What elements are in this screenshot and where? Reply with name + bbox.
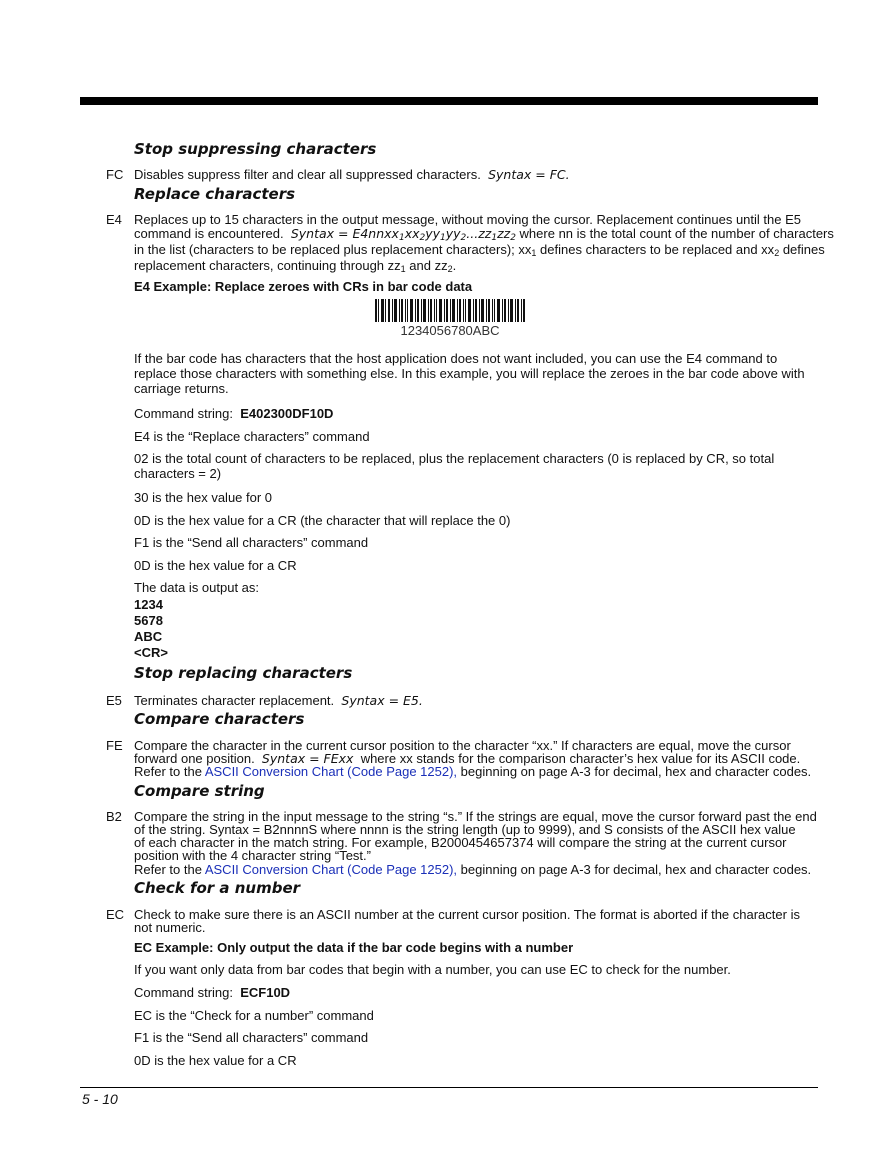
heading-check-number: Check for a number bbox=[134, 879, 301, 897]
e4-command-string: Command string: E402300DF10D bbox=[134, 406, 334, 421]
b2-refer: Refer to the ASCII Conversion Chart (Code Page 1252), beginning on page A-3 for decimal, hex and character codes. bbox=[134, 862, 812, 877]
command-code-e4: E4 bbox=[106, 212, 122, 227]
fe-line-1: Compare the character in the current cursor position to the character “xx.” If characters are equal, move the cursor bbox=[134, 738, 791, 753]
output-line-4: <CR> bbox=[134, 645, 168, 660]
heading-compare-characters: Compare characters bbox=[134, 710, 305, 728]
e4-explain-2: 02 is the total count of characters to be replaced, plus the replacement characters (0 is replaced by CR, so total characters = 2) bbox=[134, 451, 775, 481]
ascii-chart-link[interactable]: ASCII Conversion Chart (Code Page 1252), bbox=[204, 764, 458, 779]
e4-explain-4: 0D is the hex value for a CR (the character that will replace the 0) bbox=[134, 513, 511, 528]
command-code-fc: FC bbox=[106, 167, 124, 182]
footer-rule bbox=[80, 1087, 818, 1088]
fe-line-2: forward one position. Syntax = FExx where xx stands for the comparison character’s hex value for its ASCII code. bbox=[134, 751, 801, 766]
barcode-image bbox=[375, 299, 525, 322]
ec-example-title: EC Example: Only output the data if the bar code begins with a number bbox=[134, 940, 574, 955]
fe-refer: Refer to the ASCII Conversion Chart (Code Page 1252), beginning on page A-3 for decimal, hex and character codes. bbox=[134, 764, 812, 779]
ec-line-1: Check to make sure there is an ASCII number at the current cursor position. The format is aborted if the character is bbox=[134, 907, 800, 922]
heading-replace-characters: Replace characters bbox=[134, 185, 296, 203]
fc-syntax: Syntax = FC. bbox=[488, 167, 570, 182]
output-line-1: 1234 bbox=[134, 597, 163, 612]
e4-explain-6: 0D is the hex value for a CR bbox=[134, 558, 297, 573]
heading-stop-replacing: Stop replacing characters bbox=[134, 664, 353, 682]
e5-syntax: Syntax = E5. bbox=[341, 693, 423, 708]
ec-explain-3: 0D is the hex value for a CR bbox=[134, 1053, 297, 1068]
command-code-b2: B2 bbox=[106, 809, 122, 824]
fc-description: Disables suppress filter and clear all suppressed characters. Syntax = FC. bbox=[134, 167, 570, 182]
e4-explain-5: F1 is the “Send all characters” command bbox=[134, 535, 369, 550]
ascii-chart-link-2[interactable]: ASCII Conversion Chart (Code Page 1252), bbox=[204, 862, 458, 877]
output-label: The data is output as: bbox=[134, 580, 260, 595]
e4-line-1: Replaces up to 15 characters in the output message, without moving the cursor. Replacement continues until the E5 bbox=[134, 212, 801, 227]
output-line-2: 5678 bbox=[134, 613, 163, 628]
b2-line-3: of each character in the match string. For example, B2000454657374 will compare the string at the current cursor bbox=[134, 835, 787, 850]
command-code-e5: E5 bbox=[106, 693, 122, 708]
command-code-fe: FE bbox=[106, 738, 123, 753]
heading-stop-suppressing: Stop suppressing characters bbox=[134, 140, 377, 158]
heading-compare-string: Compare string bbox=[134, 782, 265, 800]
ec-command-string: Command string: ECF10D bbox=[134, 985, 291, 1000]
ec-example-intro: If you want only data from bar codes that begin with a number, you can use EC to check for the number. bbox=[134, 962, 731, 977]
output-line-3: ABC bbox=[134, 629, 163, 644]
e4-explain-3: 30 is the hex value for 0 bbox=[134, 490, 273, 505]
ec-line-2: not numeric. bbox=[134, 920, 206, 935]
ec-explain-2: F1 is the “Send all characters” command bbox=[134, 1030, 369, 1045]
e5-description: Terminates character replacement. Syntax = E5. bbox=[134, 693, 423, 708]
header-rule bbox=[80, 97, 818, 105]
e4-example-title: E4 Example: Replace zeroes with CRs in bar code data bbox=[134, 279, 473, 294]
e4-line-3: in the list (characters to be replaced plus replacement characters); $xx_1$ defines characters to be replaced and $xx_2$ defines bbox=[134, 242, 825, 258]
command-code-ec: EC bbox=[106, 907, 125, 922]
e4-line-2: command is encountered. Syntax = $E4nnxx_1xx_2yy_1yy_2...zz_1zz_2$ where nn is the total count of the number of characters bbox=[134, 226, 834, 243]
b2-line-2: of the string. Syntax = B2nnnnS where nnnn is the string length (up to 9999), and S consists of the ASCII hex value bbox=[134, 822, 796, 837]
page-number: 5 - 10 bbox=[82, 1091, 118, 1107]
b2-line-1: Compare the string in the input message to the string “s.” If the strings are equal, move the cursor forward past the end bbox=[134, 809, 817, 824]
b2-line-4: position with the 4 character string “Test.” bbox=[134, 848, 371, 863]
e4-explain-1: E4 is the “Replace characters” command bbox=[134, 429, 370, 444]
ec-explain-1: EC is the “Check for a number” command bbox=[134, 1008, 374, 1023]
e4-line-4: replacement characters, continuing through $zz_1$ and $zz_2$. bbox=[134, 258, 457, 274]
e4-example-intro: If the bar code has characters that the host application does not want included, you can use the E4 command to replace those characters with something else. In this example, you will replace the zeroes in the bar code above with carriage returns. bbox=[134, 351, 805, 396]
barcode-human-readable: 1234056780ABC bbox=[400, 323, 500, 338]
